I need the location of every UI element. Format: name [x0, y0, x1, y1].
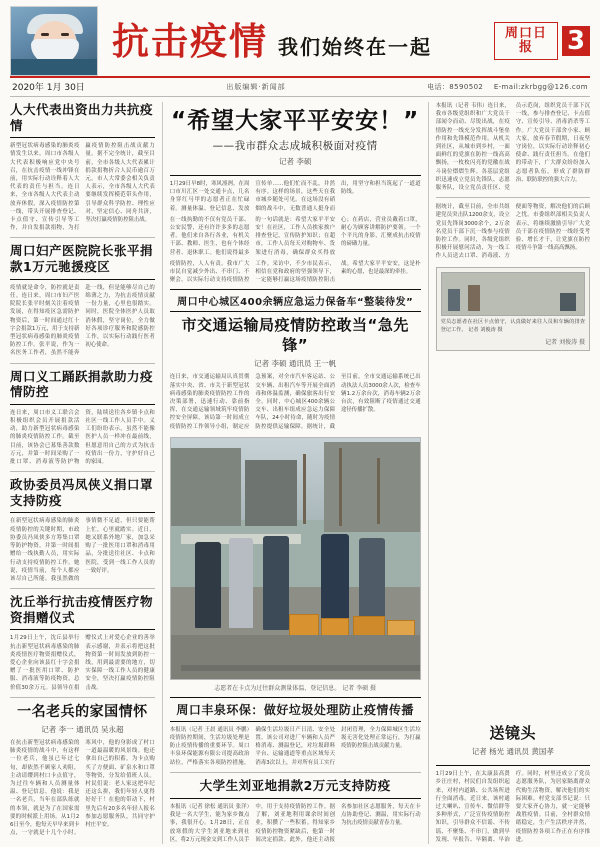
article-transport-byline: 记者 李硕 通讯员 王一帆 — [254, 359, 337, 369]
lead-body-2: 在一线执勤的不仅有党员干部、公安民警，还有许许多多的志愿者。他们来自各行各业，有机关干部、教师、医生，也有个体经营者、退休职工。他们说得最多的一句话就是：希望大家平平安安！在社区，工作人员挨家挨户排查登记，宣传防护知识；在超市，工作人员每天对购物车、货架进行消毒，确保群众买得放心；在药店，营业员戴着口罩，耐心为顾客讲解防护要领。一个个平凡的身影，汇聚成抗击疫情的磅礴力量。 — [169, 216, 421, 256]
article-3 — [10, 369, 155, 467]
masthead-right — [494, 6, 590, 76]
article-2 — [10, 243, 155, 357]
article-4-body: 在新型冠状病毒感染的肺炎疫情防控的关键时期，市政协委员冯凤侠多方筹集口罩等防护物资，并第一时间捐赠给一线执勤人员，用实际行动支持疫情防控工作。她说，疫情当前，每个人都应该尽自己所能。我虽然做的事情微不足道，但只要能帮上忙，心里就踏实。近日，她又联系外地厂家，加急采购了一批医用口罩和消毒用品，分批送往社区、卡点和医院，受到一线工作人员的一致好评。 — [10, 518, 155, 582]
bottom-body: 1月29日上午，在太康县高贤乡汪庄村，村民们自发组织起来，对村内道路、公共场所进行全面消毒。近日来，该村通过大喇叭、宣传车、微信群等多种形式，广泛宣传疫情防控知识，引导群众不信谣、不传谣、不聚集、不串门，做到早发现、早报告、早隔离、早治疗。同时，村里还成立了党员志愿服务队，为居家隔离群众代购生活物资，解决他们的实际困难。村党支部书记说：只要大家齐心协力，就一定能够战胜疫情。目前，全村群众情绪稳定，生产生活秩序井然，疫情防控各项工作正在有序推进。 — [435, 771, 590, 843]
article-1 — [10, 102, 155, 232]
page-grid — [10, 102, 590, 844]
lead-body-3: 疫情防控，人人有责。我市广大市民自觉减少外出、不串门、不聚会，以实际行动支持疫情防控工作。采访中，不少市民表示，相信在党和政府的坚强领导下，一定能够打赢这场疫情防控阻击战。希望大家平平安安，这是朴素的心愿，也是最深的牵挂。 — [169, 260, 421, 284]
bottom-headline: 送镜头 — [489, 723, 537, 742]
right-column — [436, 102, 590, 844]
article-4-headline: 政协委员冯凤侠义捐口罩支持防疫 — [10, 477, 154, 508]
main-photo-caption: 志愿者在卡点为过往群众测量体温、登记信息。 记者 李硕 摄 — [214, 684, 377, 692]
masthead-text — [98, 6, 494, 76]
masthead-subtitle: 我们始终在一起 — [278, 34, 432, 59]
lead-headline: “希望大家平平安安！” — [171, 108, 420, 134]
article-transport-body: 连日来，市交通运输局认真贯彻落实中央、省、市关于新型冠状病毒感染的肺炎疫情防控工作的决策部署，迅速行动、靠前指挥，在交通运输领域筑牢疫情防控安全屏障。该局第一时间成立疫情防控工作领导小组，制定应急预案，对全市汽车客运站、公交车辆、出租汽车等开展全面消毒和体温监测，确保旅客出行安全。同时，中心城区400余辆公交车、出租车组成应急运力保障车队，24小时待命，随时为疫情防控提供运输保障。据统计，截至目前，全市交通运输系统已出动执法人员3000余人次，检查车辆1.2万余台次，消毒车辆2万余台次，有效阻断了疫情通过交通途径传播扩散。 — [169, 374, 421, 430]
column-divider-1 — [162, 102, 163, 844]
contact-email: E-mail:zkrbgg@126.com — [493, 82, 588, 91]
section-editor: 出版编辑·新闻部 — [226, 82, 286, 91]
left-column — [10, 102, 155, 844]
article-1-headline: 人大代表出资出力共抗疫情 — [10, 102, 154, 133]
subhead-banner-1: 周口中心城区400余辆应急运力保备车“整装待发” — [170, 289, 421, 312]
article-3-headline: 周口义工踊跃捐款助力疫情防控 — [10, 368, 154, 400]
column-divider-2 — [428, 102, 429, 844]
article-environment-body: 本报讯（记者 王晨 通讯员 李鹏）疫情防控期间，生活垃圾处理是防止疫情传播的重要环节。周口丰泉环保能源有限公司提高政治站位，严格落实各项防控措施，确保生活垃圾日产日清、安全处置。该公司对进厂车辆和人员严格消毒、测温登记，对垃圾卸料平台、运输通道等重点区域每天消毒3次以上，并对所有员工实行封闭管理，全力保障城区生活垃圾无害化处理正常运行，为打赢疫情防控阻击战贡献力量。 — [169, 726, 421, 766]
lead-subheadline: ——我市群众志成城积极面对疫情 — [212, 140, 378, 152]
article-6-body: 在抗击新型冠状病毒感染的肺炎疫情的战斗中，有这样一位老兵，他虽已年过七旬，却依然不顾家人劝阻，主动请缨到村口卡点值守，为过往车辆和人员测量体温、登记信息。他说：我是一名老兵，当年在部队练就的本领，就是为了在国家需要的时候派上用场。从1月26日至今，他每天早早来到卡点，一守就是十几个小时。寒风中，他的身影成了村口一道最温暖的风景线。他还拿出自己的积蓄，为卡点购买了方便面、矿泉水和口罩等物资，分发给值班人员。村民们说：老人家这把年纪还这么拼，我们年轻人更得好好干！在他的带动下，村里先后有20多名年轻人报名参加志愿服务队，共同守护村庄平安。 — [10, 739, 155, 837]
article-4 — [10, 477, 155, 583]
info-bar — [10, 78, 590, 97]
masthead — [10, 6, 590, 78]
article-6-headline: 一名老兵的家国情怀 — [17, 703, 148, 720]
right-photo-caption: 党员志愿者在社区卡点值守，认真做好来往人员和车辆的排查登记工作。 记者 刘俊涛 摄 — [440, 318, 585, 333]
main-photo — [170, 437, 421, 680]
article-6-byline: 记者 李一 通讯员 吴永超 — [41, 724, 124, 734]
article-5-headline: 沈丘举行抗击疫情医疗物资捐赠仪式 — [10, 594, 154, 625]
article-2-body: 疫情就是命令，防控就是责任。连日来，周口市妇产医院院长张平时刻关注着疫情发展，在得知疫区急需防护物资后，第一时间通过红十字会捐款1万元，用于支持新型冠状病毒感染的肺炎疫情防控工作。张平说，作为一名医务工作者，虽然不能奔赴一线，但是能够尽自己的绵薄之力，为抗击疫情贡献一份力量，心里也很踏实。同时，医院全体医护人员取消休假，坚守岗位，全力做好各项诊疗服务和院感防控工作，以实际行动践行医者初心使命。 — [10, 284, 155, 357]
right-photo-box — [436, 267, 590, 352]
masthead-title: 抗击疫情 — [112, 19, 268, 63]
paper-name: 周口日报 — [494, 22, 558, 59]
bottom-byline: 记者 杨光 通讯员 黄国孝 — [471, 747, 554, 757]
article-2-headline: 周口妇产医院院长张平捐款1万元驰援疫区 — [10, 243, 154, 275]
article-3-body: 连日来，周口市义工联合会积极组织会员开展捐款活动，助力新型冠状病毒感染的肺炎疫情防控工作。截至目前，该协会已募集善款数万元，并第一时间采购了一批口罩、消毒液等防护物资，陆续送往各乡镇卡点和社区一线工作人员手中。义工们纷纷表示，虽然不能像医护人员一样冲在最前线，但愿意用自己的方式为抗击疫情出一份力，守护好自己的家园。 — [10, 409, 155, 466]
article-1-body: 新型冠状病毒感染的肺炎疫情发生以来，周口市各级人大代表积极响应党中央号召，在抗击疫情一线冲锋在前，用实际行动诠释着人大代表的责任与担当。连日来，全市各级人大代表主动放弃休假，深入疫情防控第一线，带头开展排查登记、卡点值守、宣传引导等工作，并自发捐款捐物，为打赢疫情防控阻击战贡献力量。据不完全统计，截至目前，全市各级人大代表累计捐款捐物折合人民币逾百万元。市人大常委会相关负责人表示，全市各级人大代表要继续发挥模范带头作用，引导群众科学防控、理性应对，坚定信心、同舟共济，坚决打赢疫情防控阻击战。 — [10, 143, 155, 232]
mid-column — [170, 102, 421, 844]
medical-worker-photo — [10, 6, 98, 76]
right-mid-body: 据统计，截至目前，全市共组建党员突击队1200余支，设立党员先锋岗3000余个，2万余名党员干部下沉一线参与疫情防控工作。同时，各级党组织积极开展慰问活动，为一线工作人员送去口罩、消毒液、方便面等物资，解决他们的后顾之忧。市委组织部相关负责人表示，将继续激励引导广大党员干部在疫情防控一线经受考验、增长才干，让党旗在防控疫情斗争第一线高高飘扬。 — [435, 204, 590, 260]
article-student-headline: 大学生刘亚地捐款2万元支持防疫 — [199, 777, 391, 793]
lead-body-1: 1月29日早8时，寒风凛冽。在周口市川汇区一处交通卡点，几名身穿红马甲的志愿者正在忙碌着。测量体温、登记信息、发放宣传单……他们忙而不乱，井然有序。这样的场景，这些天在我市城乡随处可见。在这场没有硝烟的战斗中，无数普通人挺身而出，用坚守和担当筑起了一道道防线。 — [169, 181, 421, 212]
article-transport-headline: 市交通运输局疫情防控敢当“急先锋” — [181, 316, 409, 354]
page-number: 3 — [562, 26, 590, 56]
publish-date: 2020年 1月 30日 — [12, 83, 85, 93]
article-6 — [10, 703, 155, 838]
right-photo-credit: 记者 刘俊涛 摄 — [545, 339, 585, 347]
contact-phone: 电话：8590502 — [427, 82, 484, 91]
right-photo — [441, 272, 585, 316]
banner-environment: 周口丰泉环保：做好垃圾处理防止疫情传播 — [170, 697, 421, 722]
article-student-body: 本报讯（记者 徐松 通讯员 张洋）我是一名大学生，能为家乡做点事，我很开心。1月28日，正在放寒假的大学生刘亚地来到社区，将2万元现金交到工作人员手中，用于支持疫情防控工作。据了解，刘亚地利用课余时间创业，积攒了一些积蓄。得知家乡疫情防控物资紧缺后，他第一时间决定捐款。此外，他还主动报名参加社区志愿服务，每天在卡点协助登记、测温，用实际行动为抗击疫情贡献青春力量。 — [169, 803, 421, 843]
lead-byline: 记者 李硕 — [278, 157, 312, 166]
article-5 — [10, 594, 155, 692]
article-5-body: 1月29日上午，沈丘县举行抗击新型冠状病毒感染的肺炎疫情医疗物资捐赠仪式，爱心企业向该县红十字会捐赠了一批医用口罩、防护服、消毒液等防疫物资，总价值30余万元。县领导在捐赠仪式上对爱心企业的善举表示感谢，并表示将把这批物资第一时间发放到防控一线，用到最需要的地方，切实保障一线工作人员的健康安全，坚决打赢疫情防控阻击战。 — [10, 635, 155, 691]
right-top-body: 本报讯（记者 韦伟）连日来，我市各级党组织和广大党员干部闻令而动、尽锐出战，在疫情防控一线充分发挥战斗堡垒作用和先锋模范作用。从机关到社区，从城市到乡村，一面面鲜红的党旗在防控一线高高飘扬，一枚枚闪亮的党徽在战斗岗位熠熠生辉。各基层党组织迅速成立党员先锋队、志愿服务队，设立党员责任区、党员示范岗，组织党员干部下沉一线，参与排查登记、卡点值守、宣传引导、消毒消杀等工作。广大党员干部舍小家、顾大家，放弃春节假期，日夜坚守岗位，以实际行动诠释初心使命、践行责任担当。在他们的带动下，广大群众纷纷加入志愿者队伍，形成了群防群治、联防联控的强大合力。 — [435, 103, 590, 192]
